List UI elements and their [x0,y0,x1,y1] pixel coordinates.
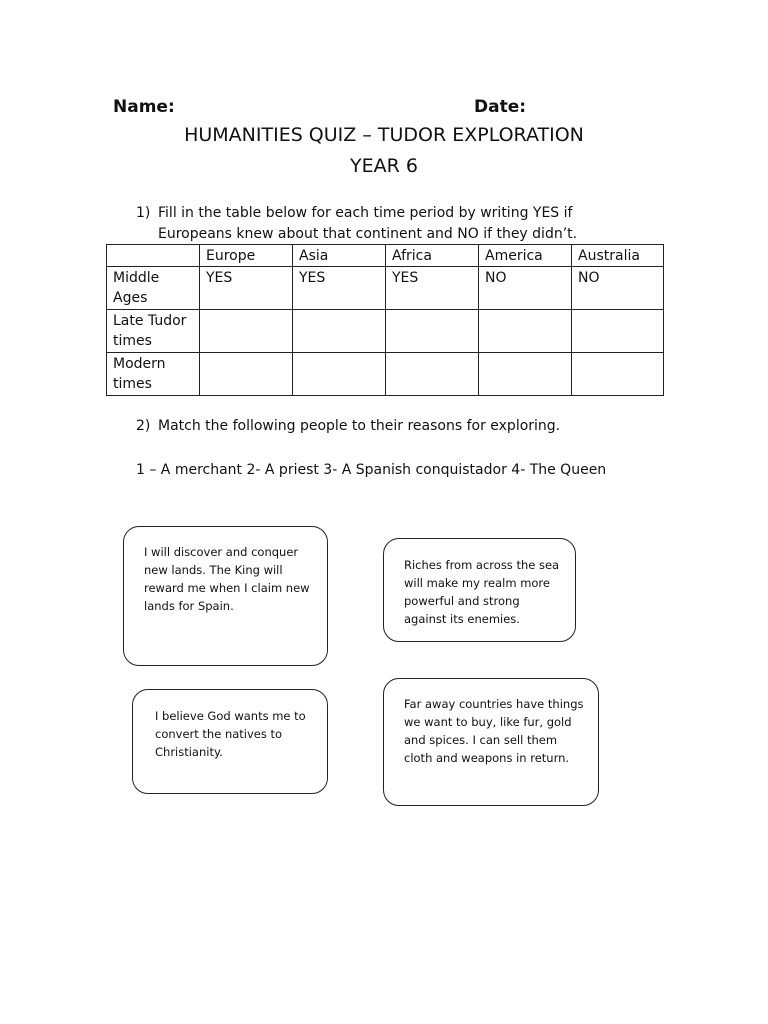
reason-card[interactable] [383,678,599,806]
table-header-row [107,245,664,267]
answer-cell[interactable] [200,353,293,396]
reason-card[interactable] [123,526,328,666]
page-title: HUMANITIES QUIZ – TUDOR EXPLORATION [184,124,584,146]
question-1 [136,203,577,245]
reason-card[interactable] [132,689,328,794]
answer-cell[interactable] [386,353,479,396]
answer-cell[interactable] [572,310,664,353]
page-subtitle: YEAR 6 [350,155,418,177]
table-header-cell [107,245,200,267]
answer-cell[interactable] [200,310,293,353]
table-header-cell: Europe [200,245,293,267]
answer-cell[interactable]: YES [386,267,479,310]
reason-card-text: I believe God wants me to convert the natives to Christianity. [155,709,306,759]
answer-cell[interactable] [479,310,572,353]
question-1-line-2: Europeans knew about that continent and NO if they didn’t. [158,226,578,242]
continents-table [106,244,664,396]
date-label: Date: [474,97,527,117]
reason-card-text: I will discover and conquer new lands. The King will reward me when I claim new lands for Spain. [144,545,310,613]
period-label: Late Tudor times [107,310,200,353]
answer-cell[interactable]: YES [200,267,293,310]
question-2-number: 2) [136,418,151,434]
question-1-line-1: Fill in the table below for each time period by writing YES if [158,205,573,221]
table-header-cell: Africa [386,245,479,267]
answer-cell[interactable]: NO [572,267,664,310]
period-label: Modern times [107,353,200,396]
table-header-cell: Australia [572,245,664,267]
table-row [107,353,664,396]
table-header-cell: Asia [293,245,386,267]
question-2-text: Match the following people to their reasons for exploring. [158,418,561,434]
answer-cell[interactable] [293,353,386,396]
table-row [107,267,664,310]
answer-cell[interactable] [479,353,572,396]
answer-cell[interactable] [386,310,479,353]
answer-cell[interactable] [572,353,664,396]
period-label: Middle Ages [107,267,200,310]
question-1-number: 1) [136,205,151,221]
table-row [107,310,664,353]
table-header-cell: America [479,245,572,267]
answer-cell[interactable]: YES [293,267,386,310]
reason-card-text: Riches from across the sea will make my realm more powerful and strong against its enemies. [404,558,560,626]
name-label: Name: [113,97,175,117]
reason-card[interactable] [383,538,576,642]
answer-cell[interactable] [293,310,386,353]
people-list: 1 – A merchant 2- A priest 3- A Spanish conquistador 4- The Queen [136,462,607,478]
question-2 [136,418,560,434]
answer-cell[interactable]: NO [479,267,572,310]
reason-card-text: Far away countries have things we want to buy, like fur, gold and spices. I can sell them cloth and weapons in return. [404,697,584,765]
